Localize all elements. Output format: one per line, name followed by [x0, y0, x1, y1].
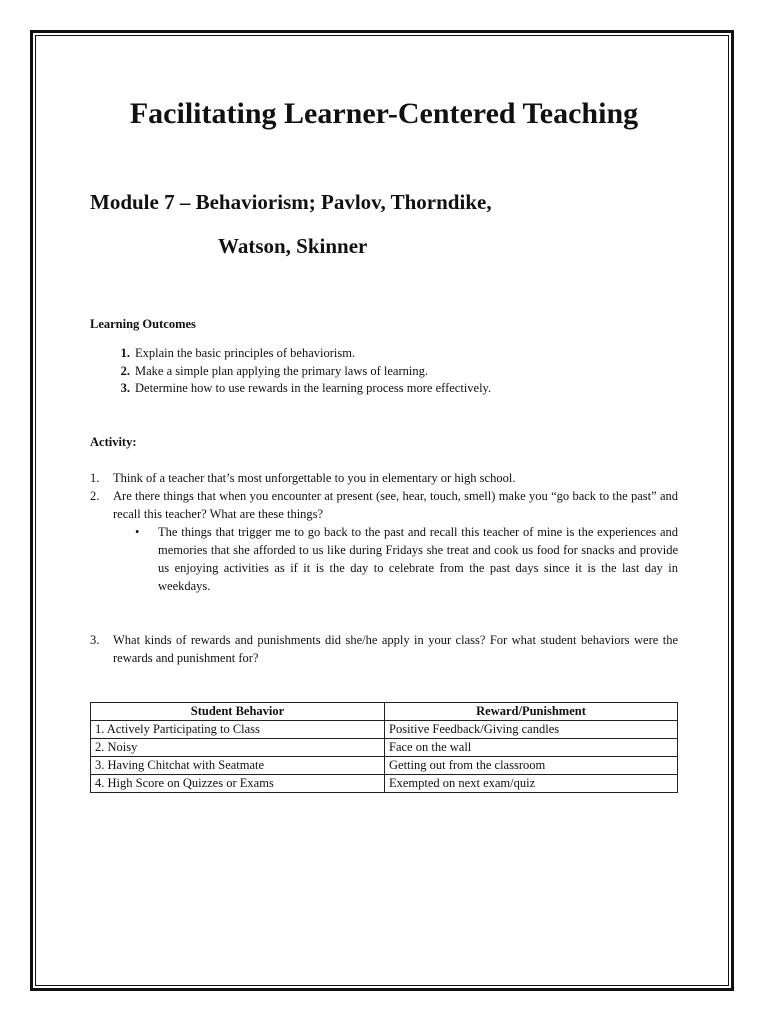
- module-heading-line1: Module 7 – Behaviorism; Pavlov, Thorndike,: [90, 190, 492, 214]
- item-text: Explain the basic principles of behaviorism.: [135, 346, 356, 360]
- table-row: [91, 775, 678, 793]
- item-number: 3.: [90, 633, 100, 647]
- item-text: What kinds of rewards and punishments did she/he apply in your class? For what student behaviors were the rewards and punishment for?: [113, 633, 678, 665]
- module-heading: [90, 186, 678, 262]
- item-number: 1.: [90, 471, 100, 485]
- table-header-row: [91, 703, 678, 721]
- list-item: [90, 487, 678, 523]
- answer-text: The things that trigger me to go back to the past and recall this teacher of mine is the experiences and memories that she afforded to us like during Fridays she treat and cook us food for snacks and provide us enjoying activities as if it is the day to celebrate from the past days since it is the last day in weekdays.: [158, 525, 678, 593]
- item-number: 3.: [120, 381, 130, 395]
- item-number: 2.: [90, 489, 100, 503]
- item-text: Make a simple plan applying the primary laws of learning.: [135, 363, 428, 378]
- table-cell: 4. High Score on Quizzes or Exams: [91, 775, 385, 793]
- item-number: 1.: [120, 346, 130, 360]
- table-row: [91, 757, 678, 775]
- document-title: Facilitating Learner-Centered Teaching: [129, 97, 639, 130]
- module-heading-line2: Watson, Skinner: [218, 234, 368, 258]
- list-item: [90, 363, 678, 381]
- table-cell: 1. Actively Participating to Class: [91, 721, 385, 739]
- list-item: [90, 469, 678, 487]
- table-cell: Getting out from the classroom: [385, 757, 678, 775]
- bullet-icon: •: [135, 525, 140, 539]
- item-text: Are there things that when you encounter at present (see, hear, touch, smell) make you “go back to the past” and recall this teacher? What are these things?: [113, 489, 678, 521]
- table-row: [91, 739, 678, 757]
- column-header-behavior: Student Behavior: [91, 703, 385, 721]
- item-text: Determine how to use rewards in the learning process more effectively.: [135, 381, 492, 395]
- answer-bullet: [90, 523, 678, 595]
- column-header-reward: Reward/Punishment: [385, 703, 678, 721]
- table-cell: Exempted on next exam/quiz: [385, 775, 678, 793]
- learning-outcomes-list: [90, 345, 678, 398]
- item-number: 2.: [120, 363, 130, 378]
- table-row: [91, 721, 678, 739]
- table-cell: 3. Having Chitchat with Seatmate: [91, 757, 385, 775]
- activity-heading: Activity:: [90, 435, 137, 449]
- learning-outcomes-heading: Learning Outcomes: [90, 317, 196, 331]
- table-cell: Positive Feedback/Giving candles: [385, 721, 678, 739]
- table-cell: Face on the wall: [385, 739, 678, 757]
- list-item: [90, 380, 678, 398]
- list-item: [90, 345, 678, 363]
- reward-punishment-table: [90, 702, 678, 793]
- activity-question-3: [90, 631, 678, 667]
- table-cell: 2. Noisy: [91, 739, 385, 757]
- item-text: Think of a teacher that’s most unforgettable to you in elementary or high school.: [113, 471, 516, 485]
- activity-list: [90, 469, 678, 595]
